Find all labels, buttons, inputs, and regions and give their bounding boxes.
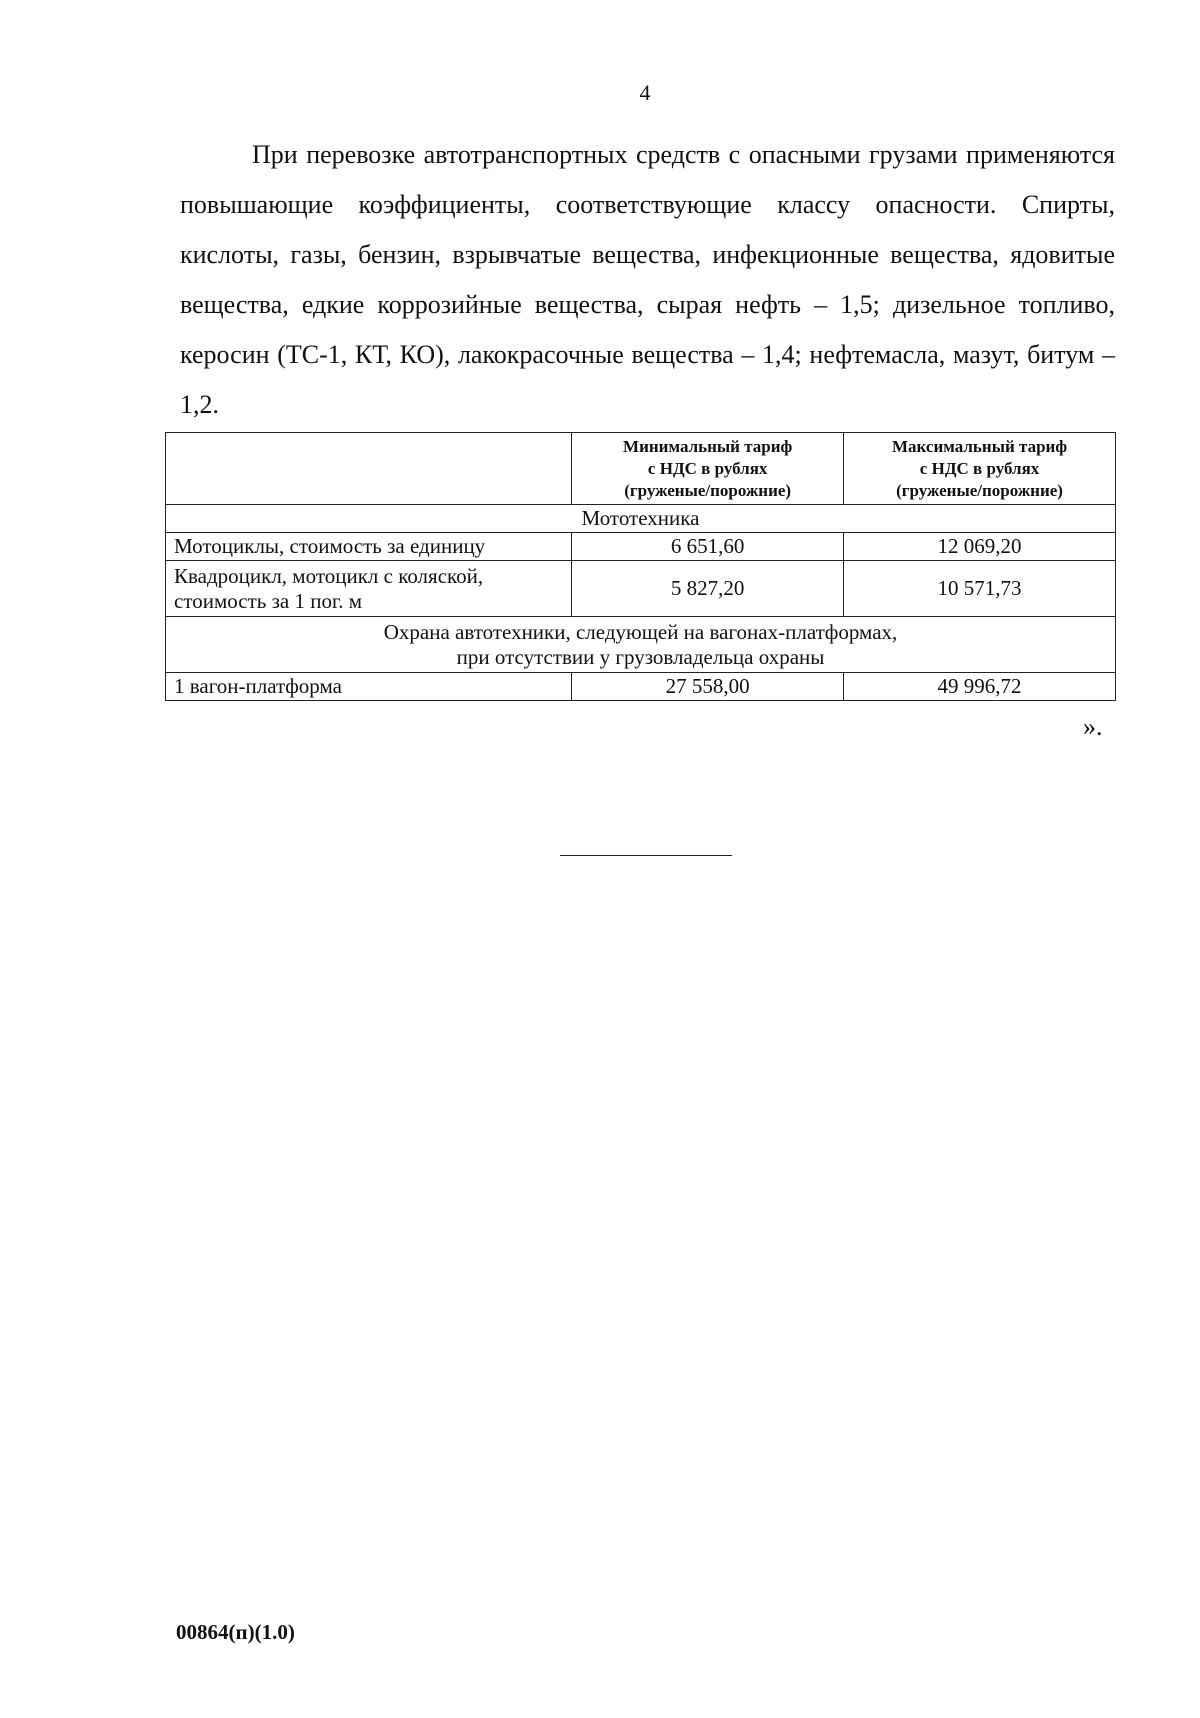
section-title: [166, 617, 1116, 673]
section-line1: Охрана автотехники, следующей на вагонах-платформах,: [383, 619, 898, 644]
header-min-line2: с НДС в рублях: [647, 458, 768, 478]
body-paragraph: При перевозке автотранспортных средств с опасными грузами применяются повышающие коэффициенты, соответствующие классу опасности. Спирты, кислоты, газы, бензин, взрывчатые вещества, инфекционные вещества, ядовитые вещества, едкие коррозийные вещества, сырая нефть – 1,5; дизельное топливо, керосин (ТС-1, КТ, КО), лакокрасочные вещества – 1,4; нефтемасла, мазут, битум – 1,2.: [180, 140, 1115, 419]
table-header-row: [166, 433, 1116, 505]
row-min-value: 6 651,60: [572, 533, 844, 561]
row-max-value: 10 571,73: [844, 561, 1116, 617]
row-name: [166, 561, 572, 617]
section-title: Мототехника: [166, 505, 1116, 533]
table-row: [166, 533, 1116, 561]
row-min-value: 27 558,00: [572, 673, 844, 701]
header-min-line1: Минимальный тариф: [623, 436, 793, 456]
row-name-line2: стоимость за 1 пог. м: [174, 588, 362, 613]
tariff-table: [165, 432, 1116, 701]
header-max-tariff: [844, 433, 1116, 505]
header-min-line3: (груженые/порожние): [624, 480, 792, 500]
header-max-line1: Максимальный тариф: [892, 436, 1068, 456]
divider-line: [560, 855, 732, 856]
table-row: [166, 561, 1116, 617]
row-min-value: 5 827,20: [572, 561, 844, 617]
row-max-value: 12 069,20: [844, 533, 1116, 561]
header-max-line3: (груженые/порожние): [896, 480, 1063, 500]
row-name: Мотоциклы, стоимость за единицу: [166, 533, 572, 561]
table-row: [166, 673, 1116, 701]
header-name-cell: [166, 433, 572, 505]
closing-quote-mark: ».: [1083, 712, 1103, 741]
header-min-tariff: [572, 433, 844, 505]
section-row-guard: [166, 617, 1116, 673]
document-code: 00864(п)(1.0): [176, 1620, 295, 1644]
section-row-mototechnika: [166, 505, 1116, 533]
row-name-line1: Квадроцикл, мотоцикл с коляской,: [174, 563, 484, 588]
page-number: 4: [639, 80, 651, 105]
section-line2: при отсутствии у грузовладельца охраны: [456, 644, 825, 669]
row-name: 1 вагон-платформа: [166, 673, 572, 701]
row-max-value: 49 996,72: [844, 673, 1116, 701]
header-max-line2: с НДС в рублях: [919, 458, 1040, 478]
